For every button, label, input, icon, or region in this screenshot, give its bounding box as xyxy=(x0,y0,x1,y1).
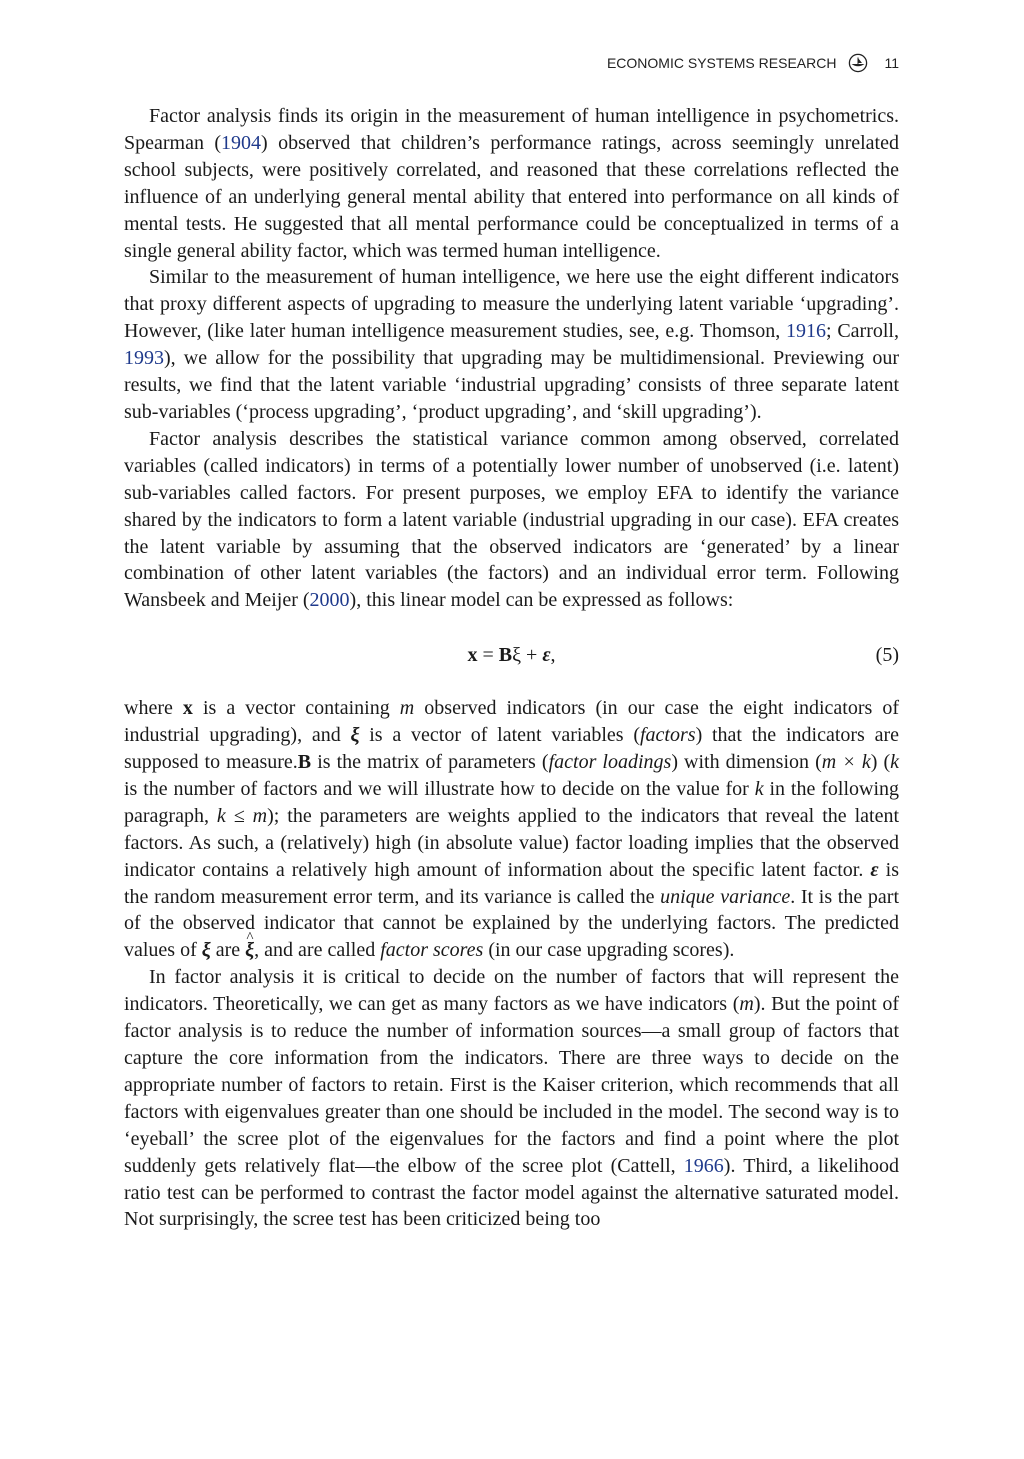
math-xi: ξ xyxy=(350,724,360,747)
math-dimension: m × k xyxy=(821,751,871,774)
math-m: m xyxy=(399,697,415,720)
text: where xyxy=(124,697,183,720)
text: is the number of factors and we will illustrate how to decide on the value for xyxy=(124,777,755,800)
text: , and are called xyxy=(254,939,381,962)
math-epsilon: ε xyxy=(542,644,551,667)
text: ); the parameters are weights applied to the indicators that reveal the latent factors. As such, a (relatively) high (in absolute value) factor loading implies that the observed indicator contains a relatively high amount of information about the specific latent factor. xyxy=(124,804,900,881)
math-x: x xyxy=(182,697,193,720)
paragraph-upgrading-measurement xyxy=(124,264,899,425)
article-body xyxy=(124,103,899,1233)
text: is a vector of latent variables ( xyxy=(359,724,640,747)
text: ), this linear model can be expressed as follows: xyxy=(349,589,734,612)
text: In factor analysis it is critical to decide on the number of factors that will represent the indicators. Theoretically, we can get as many factors as we have indicators ( xyxy=(124,966,899,1016)
text: (in our case upgrading scores). xyxy=(483,939,735,962)
journal-logo-icon xyxy=(848,53,868,73)
math-xi-hat: ^ ξ xyxy=(245,937,254,964)
citation-link[interactable]: 1993 xyxy=(124,347,164,370)
text: is the random measurement error term, and its variance is called the xyxy=(124,858,899,908)
text: Factor analysis describes the statistical variance common among observed, correlated variables (called indicators) in terms of a potentially lower number of unobserved (i.e. latent) sub-variables called factors. For present purposes, we employ EFA to identify the variance shared by the indicators to form a latent variable (industrial upgrading in our case). EFA creates the latent variable by assuming that the observed indicators are ‘generated’ by a linear combination of other latent variables (the factors) and an individual error term. Following Wansbeek and Meijer ( xyxy=(124,427,899,612)
text: ) ( xyxy=(870,751,891,774)
running-head xyxy=(607,52,899,74)
equation-number: (5) xyxy=(875,644,899,667)
text: Factor analysis finds its origin in the measurement of human intelligence in psychometrics. Spearman ( xyxy=(124,105,899,154)
citation-link[interactable]: 1916 xyxy=(786,320,826,343)
math-k-le-m: k ≤ m xyxy=(216,804,268,827)
paragraph-number-of-factors xyxy=(124,964,899,1233)
math-x: x xyxy=(467,644,478,667)
math-m: m xyxy=(739,993,754,1016)
italic-term: factor scores xyxy=(380,939,484,962)
text: Similar to the measurement of human intelligence, we here use the eight different indicators that proxy different aspects of upgrading to measure the underlying latent variable ‘upgrading’. However, (like later human intelligence measurement studies, see, e.g. Thomson, xyxy=(124,266,899,343)
text: is a vector containing xyxy=(192,697,400,720)
math-k: k xyxy=(754,777,764,800)
math-b: B xyxy=(498,644,513,667)
paragraph-efa-description xyxy=(124,426,899,614)
math-plus: + xyxy=(521,644,543,667)
math-k: k xyxy=(890,751,899,774)
italic-term: unique variance xyxy=(660,885,791,908)
text: ) with dimension ( xyxy=(671,751,822,774)
text: is the matrix of parameters ( xyxy=(311,751,549,774)
journal-title: ECONOMIC SYSTEMS RESEARCH xyxy=(606,55,837,71)
paragraph-model-definitions xyxy=(124,695,899,964)
italic-term: factor loadings xyxy=(548,751,672,774)
text: are xyxy=(210,939,246,962)
math-epsilon: ε xyxy=(870,858,879,881)
math-equals: = xyxy=(477,644,499,667)
text: observed indicators (in our case the eight indicators of industrial upgrading), and xyxy=(124,697,900,747)
text: ). Third, a likelihood ratio test can be performed to contrast the factor model against the alternative saturated model. Not surprisingly, the scree test has been criticized being too xyxy=(124,1154,899,1231)
page-number: 11 xyxy=(884,55,899,71)
citation-link[interactable]: 2000 xyxy=(309,589,350,612)
citation-link[interactable]: 1966 xyxy=(683,1154,724,1177)
equation-body xyxy=(467,642,555,669)
text: ) observed that children’s performance ratings, across seemingly unrelated school subjects, were positively correlated, and reasoned that these correlations reflected the influence of an underlying general mental ability that entered into performance on all kinds of mental tests. He suggested that all mental performance could be conceptualized in terms of a single general ability factor, which was termed human intelligence. xyxy=(124,131,899,262)
text: ), we allow for the possibility that upgrading may be multidimensional. Previewing our results, we find that the latent variable ‘industrial upgrading’ consists of three separate latent sub-variables (‘process upgrading’, ‘product upgrading’, and ‘skill upgrading’). xyxy=(124,347,899,423)
paragraph-factor-analysis-origin xyxy=(124,103,899,264)
italic-term: factors xyxy=(640,724,696,747)
text: in the following paragraph, xyxy=(124,777,900,827)
math-xi: ξ xyxy=(201,939,211,962)
text: ; Carroll, xyxy=(826,320,899,343)
text: . It is the part of the observed indicator that cannot be explained by the underlying factors. The predicted values of xyxy=(124,885,900,962)
math-b: B xyxy=(297,751,312,774)
equation-5 xyxy=(124,642,899,669)
math-xi: ξ xyxy=(512,644,522,667)
text: ) that the indicators are supposed to measure. xyxy=(124,724,900,774)
math-comma: , xyxy=(550,644,556,667)
citation-link[interactable]: 1904 xyxy=(221,131,262,154)
text: ). But the point of factor analysis is to reduce the number of information sources—a small group of factors that capture the core information from the indicators. There are three ways to decide on the appropriate number of factors to retain. First is the Kaiser criterion, which recommends that all factors with eigenvalues greater than one should be included in the model. The second way is to ‘eyeball’ the scree plot of the eigenvalues for the factors and find a point where the plot suddenly gets relatively flat—the elbow of the scree plot (Cattell, xyxy=(124,993,899,1177)
